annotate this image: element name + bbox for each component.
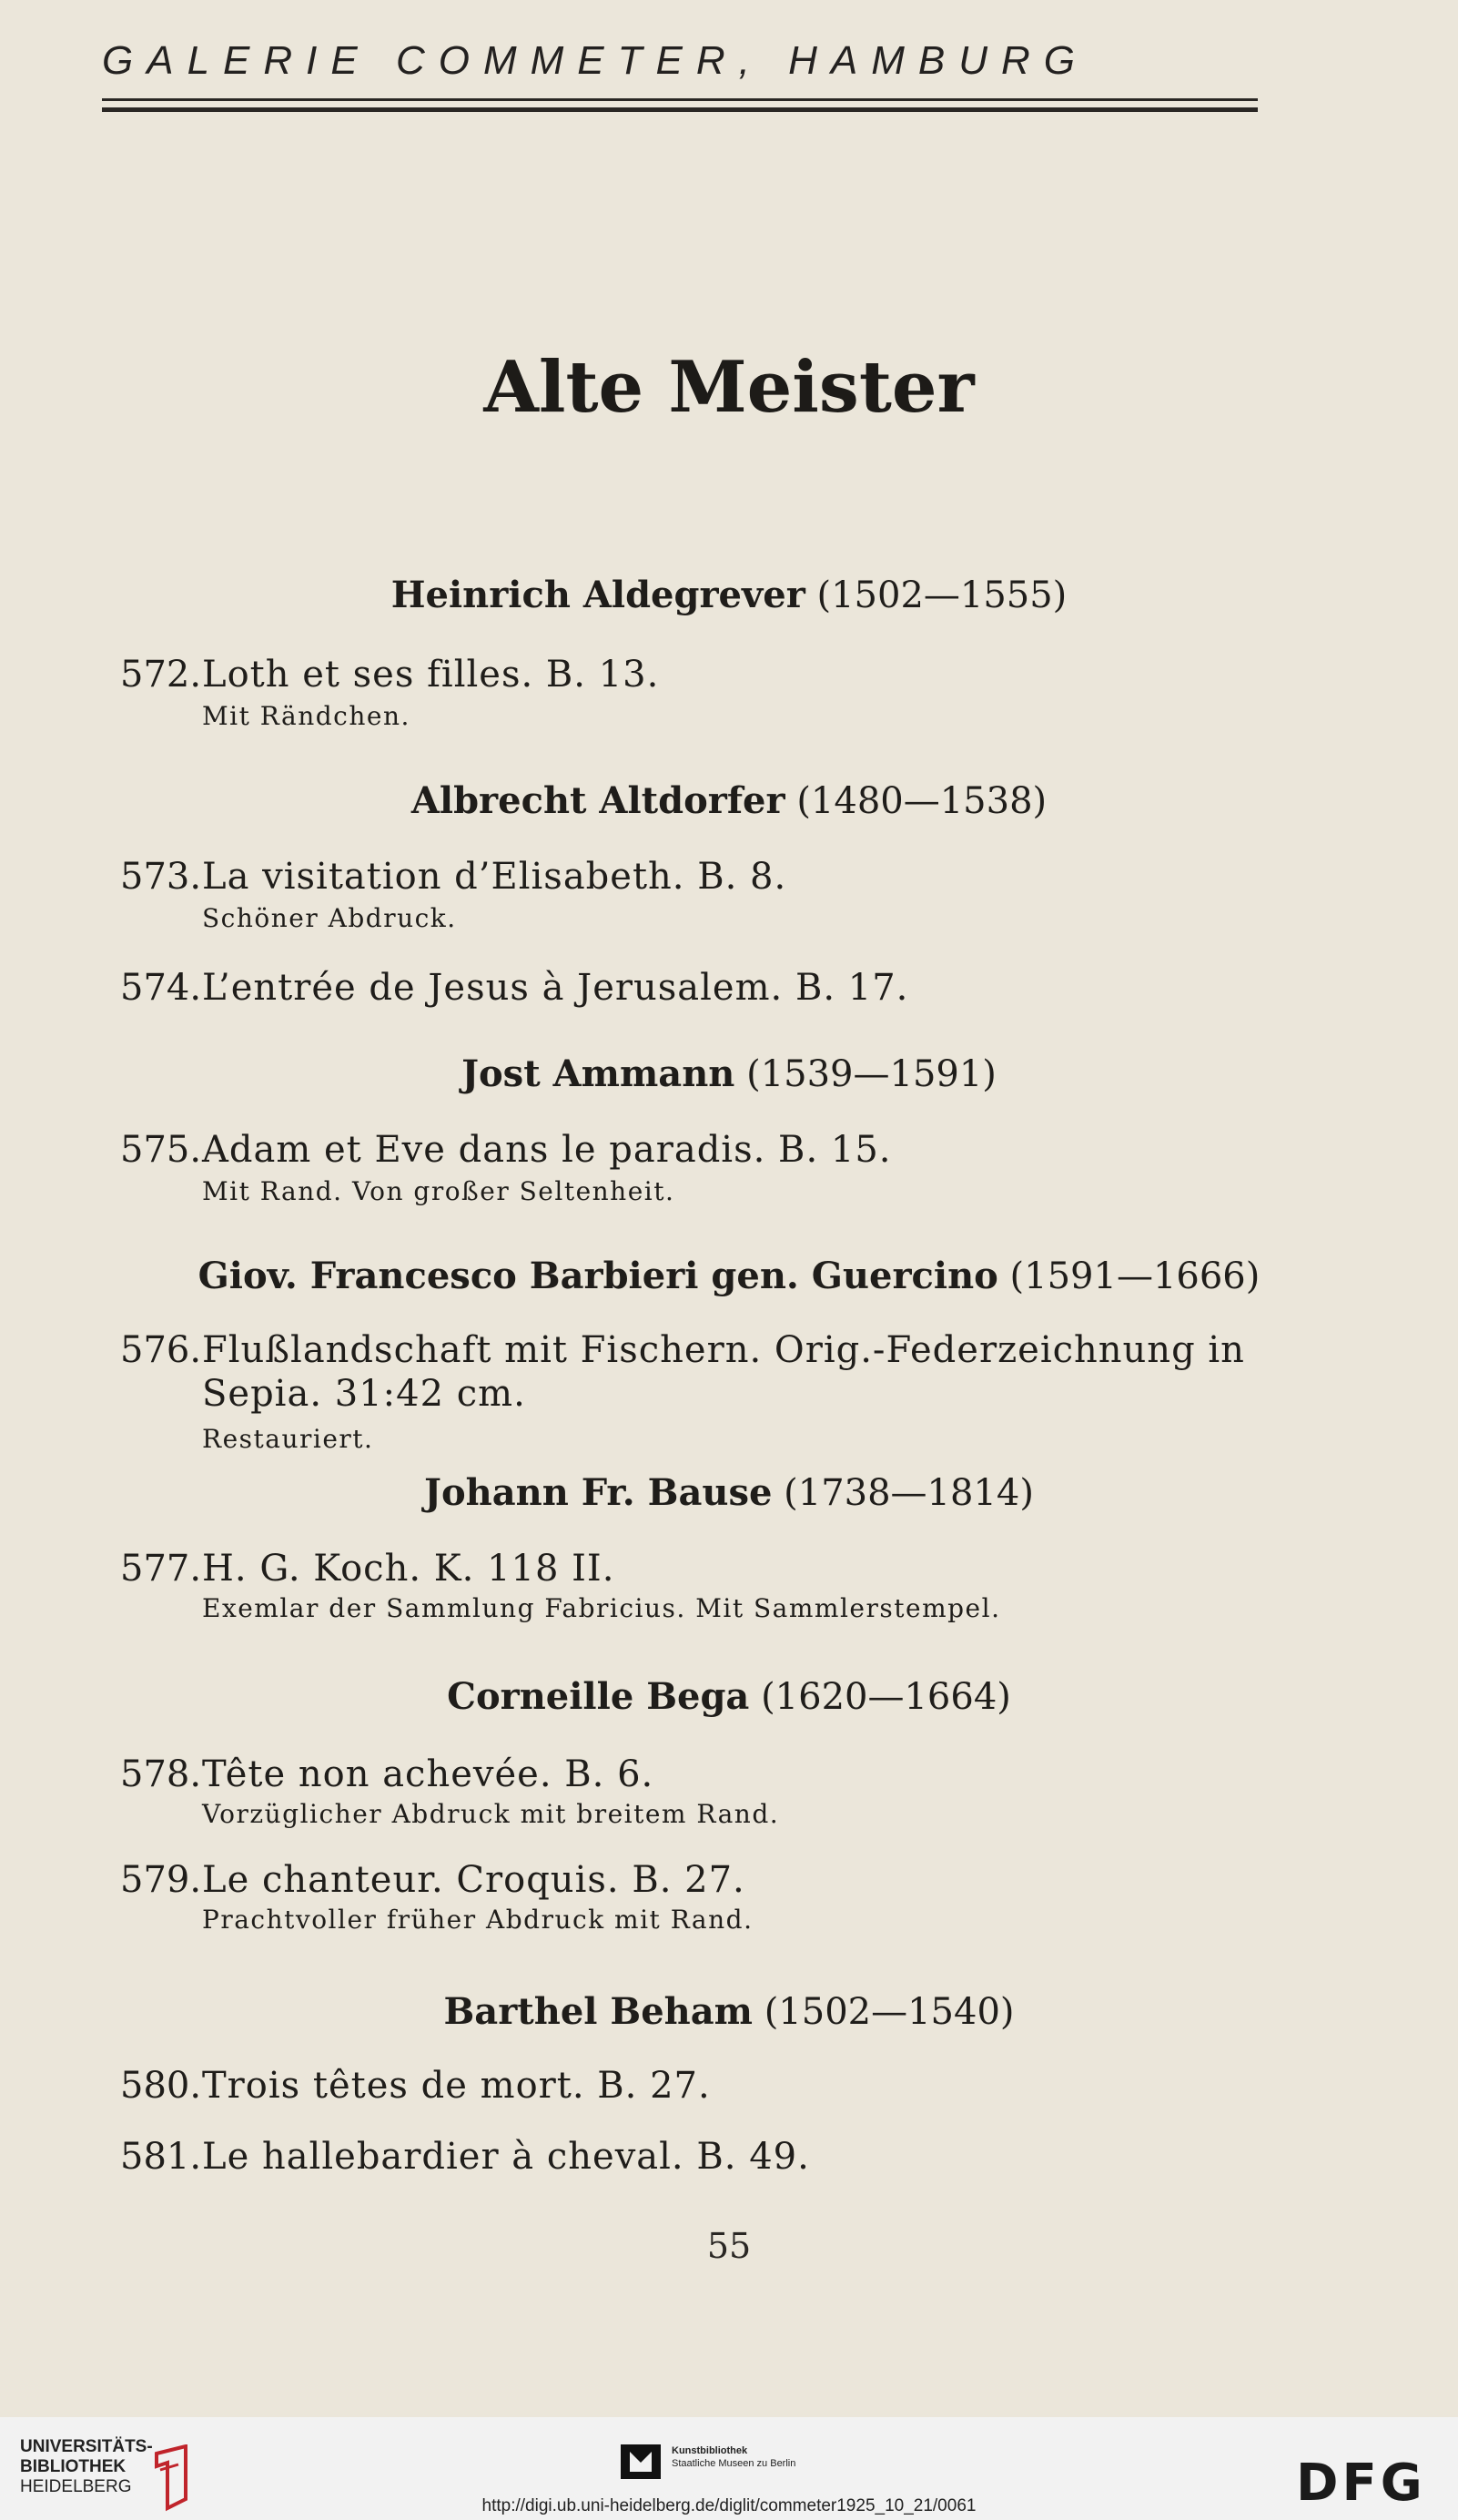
artist-heading (0, 574, 1458, 616)
entry-title: Adam et Eve dans le paradis. B. 15. (202, 1129, 892, 1171)
entry-title: L’entrée de Jesus à Jerusalem. B. 17. (202, 967, 909, 1009)
artist-name: Heinrich Aldegrever (390, 574, 805, 616)
entry-title-continued: Sepia. 31:42 cm. (202, 1373, 526, 1415)
dfg-logo[interactable]: DFG (1296, 2454, 1426, 2513)
artist-name: Corneille Bega (447, 1675, 750, 1718)
kunstbibliothek-logo-icon (621, 2444, 661, 2479)
ub-heidelberg-logo[interactable] (20, 2437, 153, 2497)
header-rule-thick (102, 107, 1258, 112)
artist-dates: (1502—1540) (764, 1991, 1015, 2033)
entry-title: H. G. Koch. K. 118 II. (202, 1548, 615, 1590)
artist-dates: (1591—1666) (1009, 1255, 1261, 1297)
entry-number: 574. (120, 967, 202, 1009)
artist-heading (0, 1990, 1458, 2033)
ub-logo-line: HEIDELBERG (20, 2477, 132, 2496)
ub-logo-line: UNIVERSITÄTS- (20, 2437, 153, 2456)
kb-line: Staatliche Museen zu Berlin (672, 2458, 796, 2469)
artist-heading (0, 1471, 1458, 1514)
artist-dates: (1502—1555) (816, 574, 1068, 616)
artist-dates: (1539—1591) (746, 1053, 997, 1095)
artist-name: Johann Fr. Bause (424, 1471, 773, 1514)
entry-note: Mit Rändchen. (202, 701, 410, 731)
entry-number: 577. (120, 1548, 202, 1590)
entry-note: Exemlar der Sammlung Fabricius. Mit Sammlerstempel. (202, 1593, 1001, 1623)
entry-number: 581. (120, 2136, 202, 2178)
artist-heading (0, 1255, 1458, 1297)
entry-number: 580. (120, 2065, 202, 2107)
artist-name: Albrecht Altdorfer (410, 779, 785, 822)
entry-title: Le hallebardier à cheval. B. 49. (202, 2136, 810, 2178)
entry-note: Vorzüglicher Abdruck mit breitem Rand. (202, 1799, 780, 1829)
artist-heading (0, 779, 1458, 822)
page-number: 55 (706, 2226, 752, 2266)
permalink-url[interactable]: http://digi.ub.uni-heidelberg.de/diglit/commeter1925_10_21/0061 (481, 2496, 977, 2515)
entry-title: Flußlandschaft mit Fischern. Orig.-Federzeichnung in (202, 1329, 1245, 1371)
artist-name: Giov. Francesco Barbieri gen. Guercino (197, 1255, 998, 1297)
entry-title: La visitation d’Elisabeth. B. 8. (202, 856, 787, 898)
entry-note: Prachtvoller früher Abdruck mit Rand. (202, 1905, 754, 1935)
entry-note: Mit Rand. Von großer Seltenheit. (202, 1176, 675, 1206)
entry-note: Schöner Abdruck. (202, 903, 457, 933)
entry-title: Trois têtes de mort. B. 27. (202, 2065, 711, 2107)
entry-title: Tête non achevée. B. 6. (202, 1753, 654, 1795)
header-rule-thin (102, 98, 1258, 101)
artist-dates: (1480—1538) (796, 780, 1048, 822)
artist-dates: (1738—1814) (784, 1472, 1034, 1514)
section-title: Alte Meister (483, 346, 975, 429)
running-header: GALERIE COMMETER, HAMBURG (102, 38, 1088, 83)
kb-line: Kunstbibliothek (672, 2445, 748, 2456)
ub-logo-line: BIBLIOTHEK (20, 2457, 127, 2476)
entry-title: Le chanteur. Croquis. B. 27. (202, 1859, 745, 1901)
artist-name: Barthel Beham (443, 1990, 753, 2033)
entry-number: 575. (120, 1129, 202, 1171)
entry-number: 576. (120, 1329, 202, 1371)
entry-number: 579. (120, 1859, 202, 1901)
artist-dates: (1620—1664) (761, 1676, 1011, 1718)
entry-number: 573. (120, 856, 202, 898)
entry-number: 578. (120, 1753, 202, 1795)
artist-name: Jost Ammann (461, 1052, 735, 1095)
kunstbibliothek-label[interactable] (672, 2444, 795, 2470)
artist-heading (0, 1052, 1458, 1095)
artist-heading (0, 1675, 1458, 1718)
entry-number: 572. (120, 654, 202, 696)
entry-note: Restauriert. (202, 1424, 374, 1454)
entry-title: Loth et ses filles. B. 13. (202, 654, 660, 696)
